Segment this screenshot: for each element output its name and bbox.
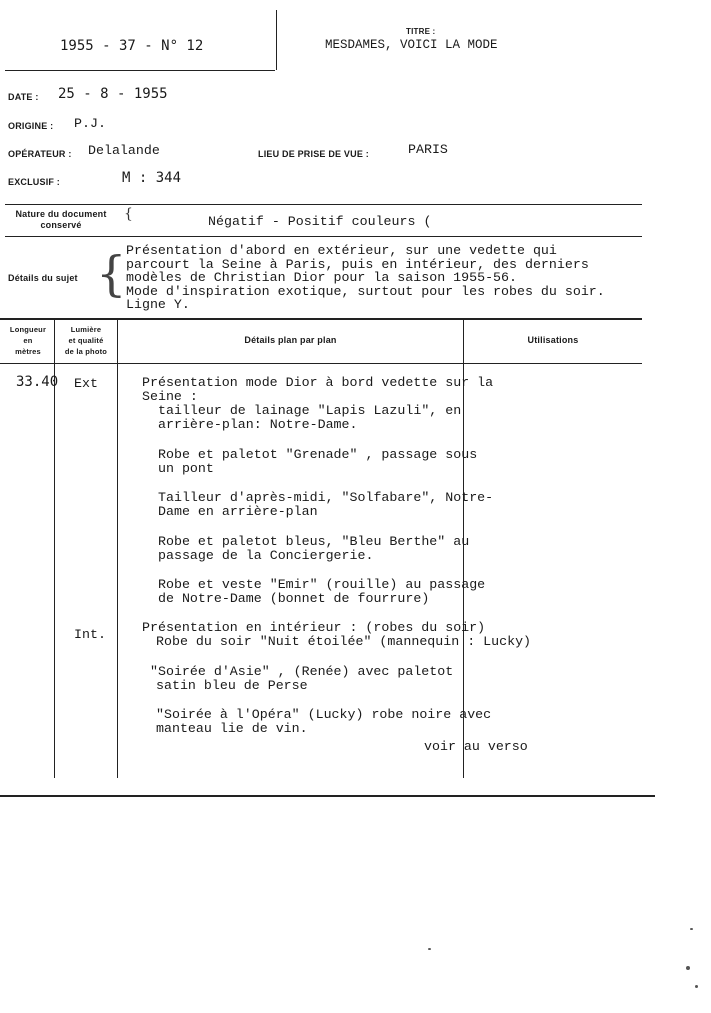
plan-line: Dame en arrière-plan: [158, 504, 318, 519]
sujet-line: Présentation d'abord en extérieur, sur une vedette qui: [126, 243, 557, 258]
scan-speck: [695, 985, 698, 988]
plan-line: tailleur de lainage "Lapis Lazuli", en: [158, 403, 462, 418]
table-header-rule: [0, 363, 642, 364]
plan-line: Robe et paletot "Grenade" , passage sous: [158, 447, 478, 462]
origine-value: P.J.: [74, 116, 106, 131]
lumiere-ext: Ext: [74, 376, 98, 391]
nature-label-line1: Nature du document: [15, 209, 107, 219]
exclusif-value: M : 344: [122, 170, 182, 186]
archive-reference: 1955 - 37 - N° 12: [60, 38, 204, 54]
lumiere-int: Int.: [74, 627, 106, 642]
sujet-line: Ligne Y.: [126, 297, 190, 312]
plan-line: un pont: [158, 461, 214, 476]
header-longueur: Longueur en mètres: [9, 325, 47, 356]
nature-value: Négatif - Positif couleurs (: [208, 214, 432, 229]
plan-line: de Notre-Dame (bonnet de fourrure): [158, 591, 430, 606]
nature-label-line2: conservé: [40, 220, 82, 230]
voir-au-verso: voir au verso: [424, 739, 528, 754]
date-label: DATE :: [8, 92, 39, 102]
scan-speck: [428, 948, 431, 950]
header-divider: [276, 10, 277, 70]
film-title: MESDAMES, VOICI LA MODE: [325, 38, 498, 52]
sujet-top-rule: [5, 236, 642, 237]
scan-speck: [686, 966, 690, 970]
sujet-line: parcourt la Seine à Paris, puis en intérieur, des derniers: [126, 256, 589, 272]
exclusif-label: EXCLUSIF :: [8, 177, 61, 187]
sujet-brace: {: [96, 246, 127, 302]
nature-brace: {: [124, 206, 133, 222]
plan-line: Robe du soir "Nuit étoilée" (mannequin : Lucky): [156, 634, 532, 649]
longueur-value: 33.40: [16, 374, 59, 390]
plan-line: Seine :: [142, 389, 198, 404]
header-underline: [5, 70, 275, 71]
plan-line: Robe et paletot bleus, "Bleu Berthe" au: [158, 534, 470, 549]
plan-line: "Soirée à l'Opéra" (Lucky) robe noire avec: [156, 707, 492, 722]
operateur-label: OPÉRATEUR :: [8, 149, 72, 159]
plan-line: arrière-plan: Notre-Dame.: [158, 417, 358, 432]
details-sujet-text: [126, 244, 605, 312]
col-divider-lumiere: [117, 320, 118, 778]
plan-line: passage de la Conciergerie.: [158, 548, 374, 563]
plan-line: Présentation en intérieur : (robes du soir): [142, 620, 486, 635]
table-top-rule: [0, 318, 642, 320]
plan-line: satin bleu de Perse: [156, 678, 308, 693]
lieu-label: LIEU DE PRISE DE VUE :: [258, 149, 369, 159]
titre-label: TITRE :: [406, 27, 436, 36]
origine-label: ORIGINE :: [8, 121, 54, 131]
sujet-line: modèles de Christian Dior pour la saison 1955-56.: [126, 270, 517, 285]
scan-speck: [690, 928, 693, 930]
table-bottom-rule: [0, 795, 655, 797]
header-details: Détails plan par plan: [244, 335, 337, 345]
header-utilisations: Utilisations: [527, 335, 579, 345]
plan-line: Robe et veste "Emir" (rouille) au passage: [158, 577, 486, 592]
plan-line: manteau lie de vin.: [156, 721, 308, 736]
operateur-value: Delalande: [88, 143, 160, 158]
sujet-line: Mode d'inspiration exotique, surtout pour les robes du soir.: [126, 283, 605, 299]
date-value: 25 - 8 - 1955: [58, 86, 168, 102]
lieu-value: PARIS: [408, 142, 448, 157]
plan-line: Présentation mode Dior à bord vedette sur la: [142, 375, 494, 390]
details-sujet-label: Détails du sujet: [8, 273, 78, 283]
nature-top-rule: [5, 204, 642, 205]
nature-label: [6, 209, 116, 231]
header-lumiere: Lumière et qualité de la photo: [64, 325, 108, 356]
plan-line: Tailleur d'après-midi, "Solfabare", Notre-: [158, 490, 494, 505]
plan-line: "Soirée d'Asie" , (Renée) avec paletot: [150, 664, 454, 679]
